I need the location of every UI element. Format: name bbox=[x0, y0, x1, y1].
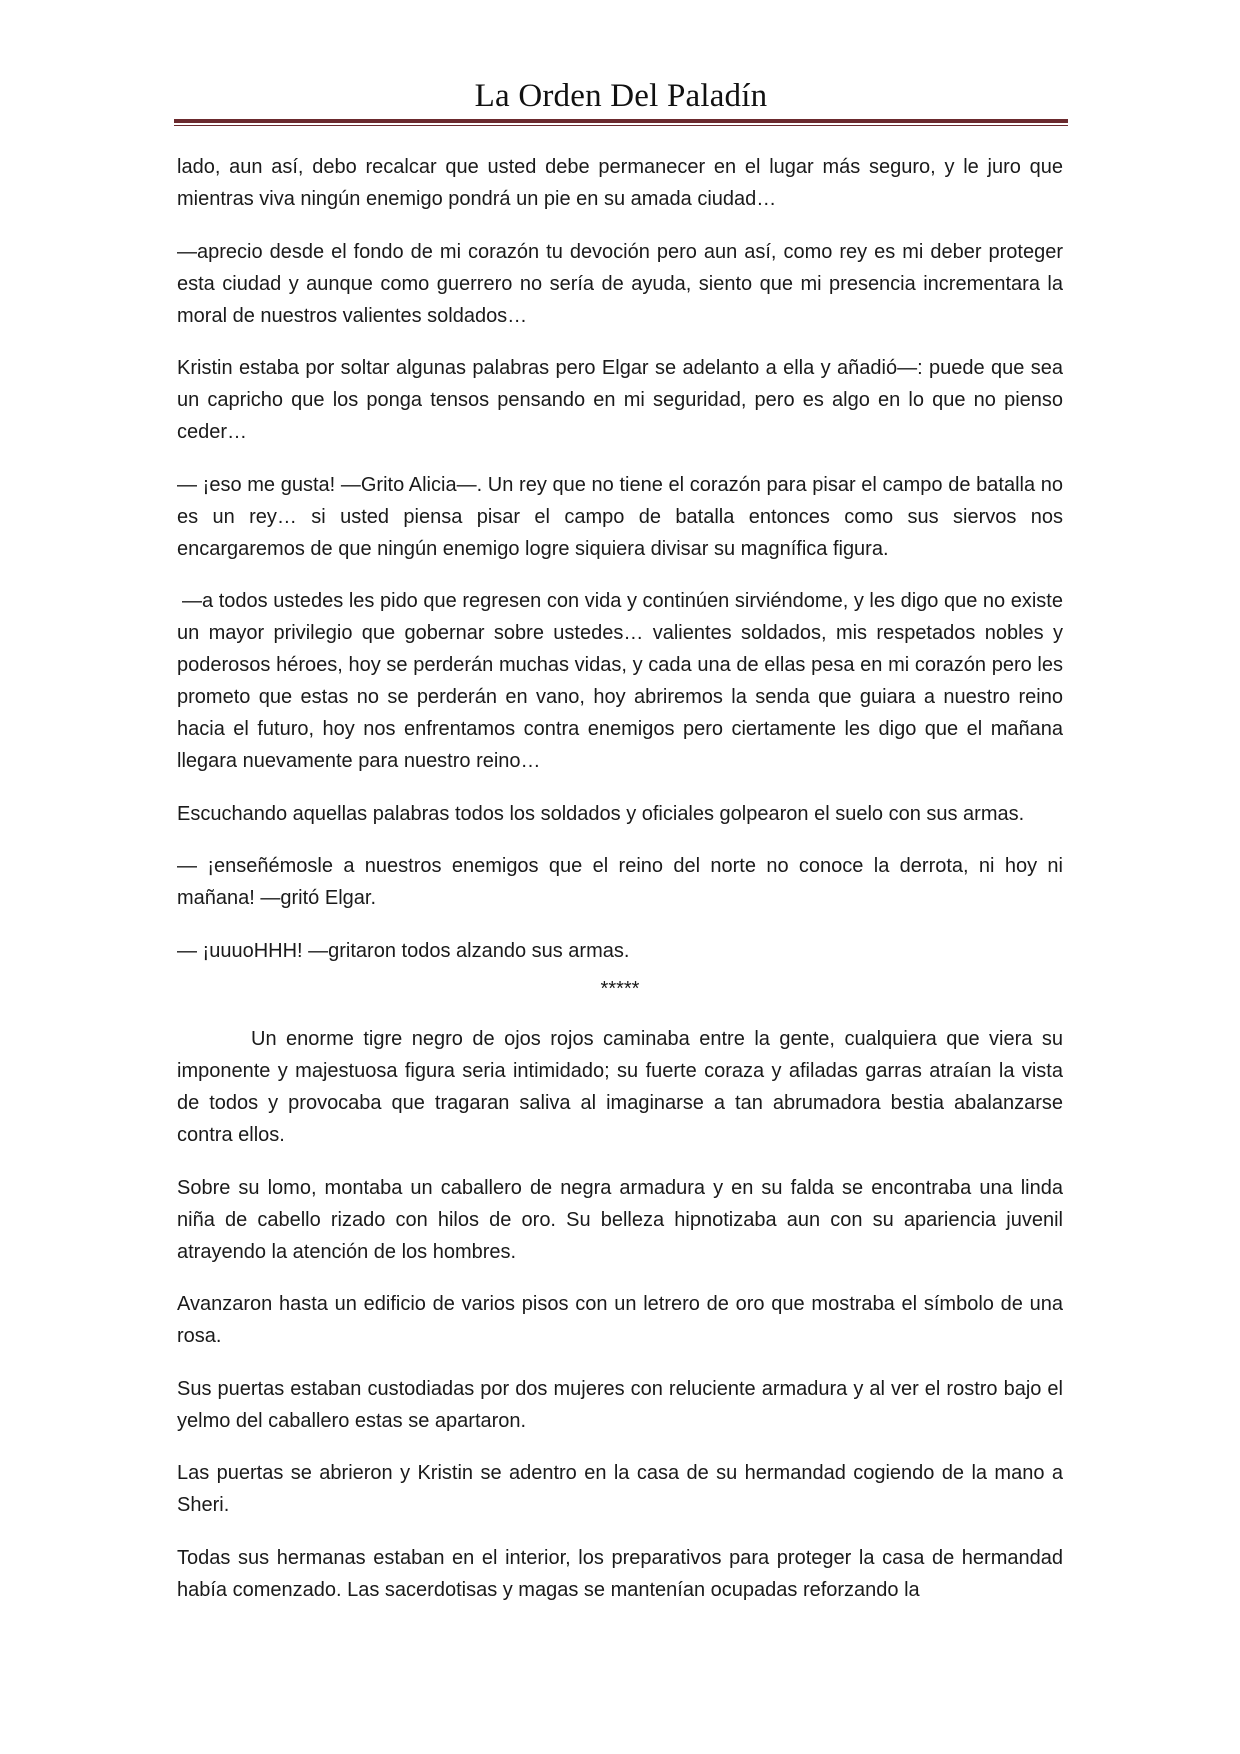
paragraph: Avanzaron hasta un edificio de varios pisos con un letrero de oro que mostraba el símbolo de una rosa. bbox=[177, 1293, 1063, 1347]
paragraph: Sobre su lomo, montaba un caballero de negra armadura y en su falda se encontraba una linda niña de cabello rizado con hilos de oro. Su belleza hipnotizaba aun con su apariencia juvenil atrayendo la atención de los hombres. bbox=[177, 1176, 1063, 1263]
paragraph: Las puertas se abrieron y Kristin se adentro en la casa de su hermandad cogiendo de la mano a Sheri. bbox=[177, 1462, 1063, 1516]
paragraph: —aprecio desde el fondo de mi corazón tu devoción pero aun así, como rey es mi deber proteger esta ciudad y aunque como guerrero no sería de ayuda, siento que mi presencia incrementara la moral de nuestros valientes soldados… bbox=[177, 240, 1063, 327]
paragraph: —a todos ustedes les pido que regresen con vida y continúen sirviéndome, y les digo que no existe un mayor privilegio que gobernar sobre ustedes… valientes soldados, mis respetados nobles y poderosos héroes, hoy se perderán muchas vidas, y cada una de ellas pesa en mi corazón pero les prometo que estas no se perderán en vano, hoy abriremos la senda que guiara a nuestro reino hacia el futuro, hoy nos enfrentamos contra enemigos pero ciertamente les digo que el mañana llegara nuevamente para nuestro reino… bbox=[177, 590, 1063, 772]
header-divider-thick bbox=[174, 119, 1068, 123]
book-title: La Orden Del Paladín bbox=[474, 78, 768, 114]
paragraph: — ¡uuuoHHH! —gritaron todos alzando sus armas. bbox=[177, 939, 630, 962]
paragraph: Todas sus hermanas estaban en el interior, los preparativos para proteger la casa de hermandad había comenzado. Las sacerdotisas y magas se mantenían ocupadas reforzando la bbox=[177, 1546, 1063, 1601]
paragraph: — ¡eso me gusta! —Grito Alicia—. Un rey que no tiene el corazón para pisar el campo de batalla no es un rey… si usted piensa pisar el campo de batalla entonces como sus siervos nos encargaremos de que ningún enemigo logre siquiera divisar su magnífica figura. bbox=[177, 473, 1063, 560]
paragraph: Sus puertas estaban custodiadas por dos mujeres con reluciente armadura y al ver el rostro bajo el yelmo del caballero estas se apartaron. bbox=[177, 1377, 1063, 1432]
header-divider-thin bbox=[174, 125, 1068, 126]
paragraph: Escuchando aquellas palabras todos los soldados y oficiales golpearon el suelo con sus armas. bbox=[177, 802, 1025, 825]
header-divider bbox=[174, 119, 1068, 127]
paragraph: Kristin estaba por soltar algunas palabras pero Elgar se adelanto a ella y añadió—: puede que sea un capricho que los ponga tensos pensando en mi seguridad, pero es algo en lo que no pienso ceder… bbox=[177, 357, 1063, 443]
paragraph: Un enorme tigre negro de ojos rojos caminaba entre la gente, cualquiera que viera su imponente y majestuosa figura seria intimidado; su fuerte coraza y afiladas garras atraían la vista de todos y provocaba que tragaran saliva al imaginarse a tan abrumadora bestia abalanzarse contra ellos. bbox=[177, 1028, 1063, 1146]
scene-separator: ***** bbox=[600, 978, 640, 1000]
paragraph: lado, aun así, debo recalcar que usted debe permanecer en el lugar más seguro, y le juro que mientras viva ningún enemigo pondrá un pie en su amada ciudad… bbox=[177, 156, 1063, 210]
paragraph: — ¡enseñémosle a nuestros enemigos que el reino del norte no conoce la derrota, ni hoy ni mañana! —gritó Elgar. bbox=[177, 855, 1063, 909]
page-header bbox=[174, 72, 1068, 120]
body-text bbox=[177, 151, 1063, 1626]
